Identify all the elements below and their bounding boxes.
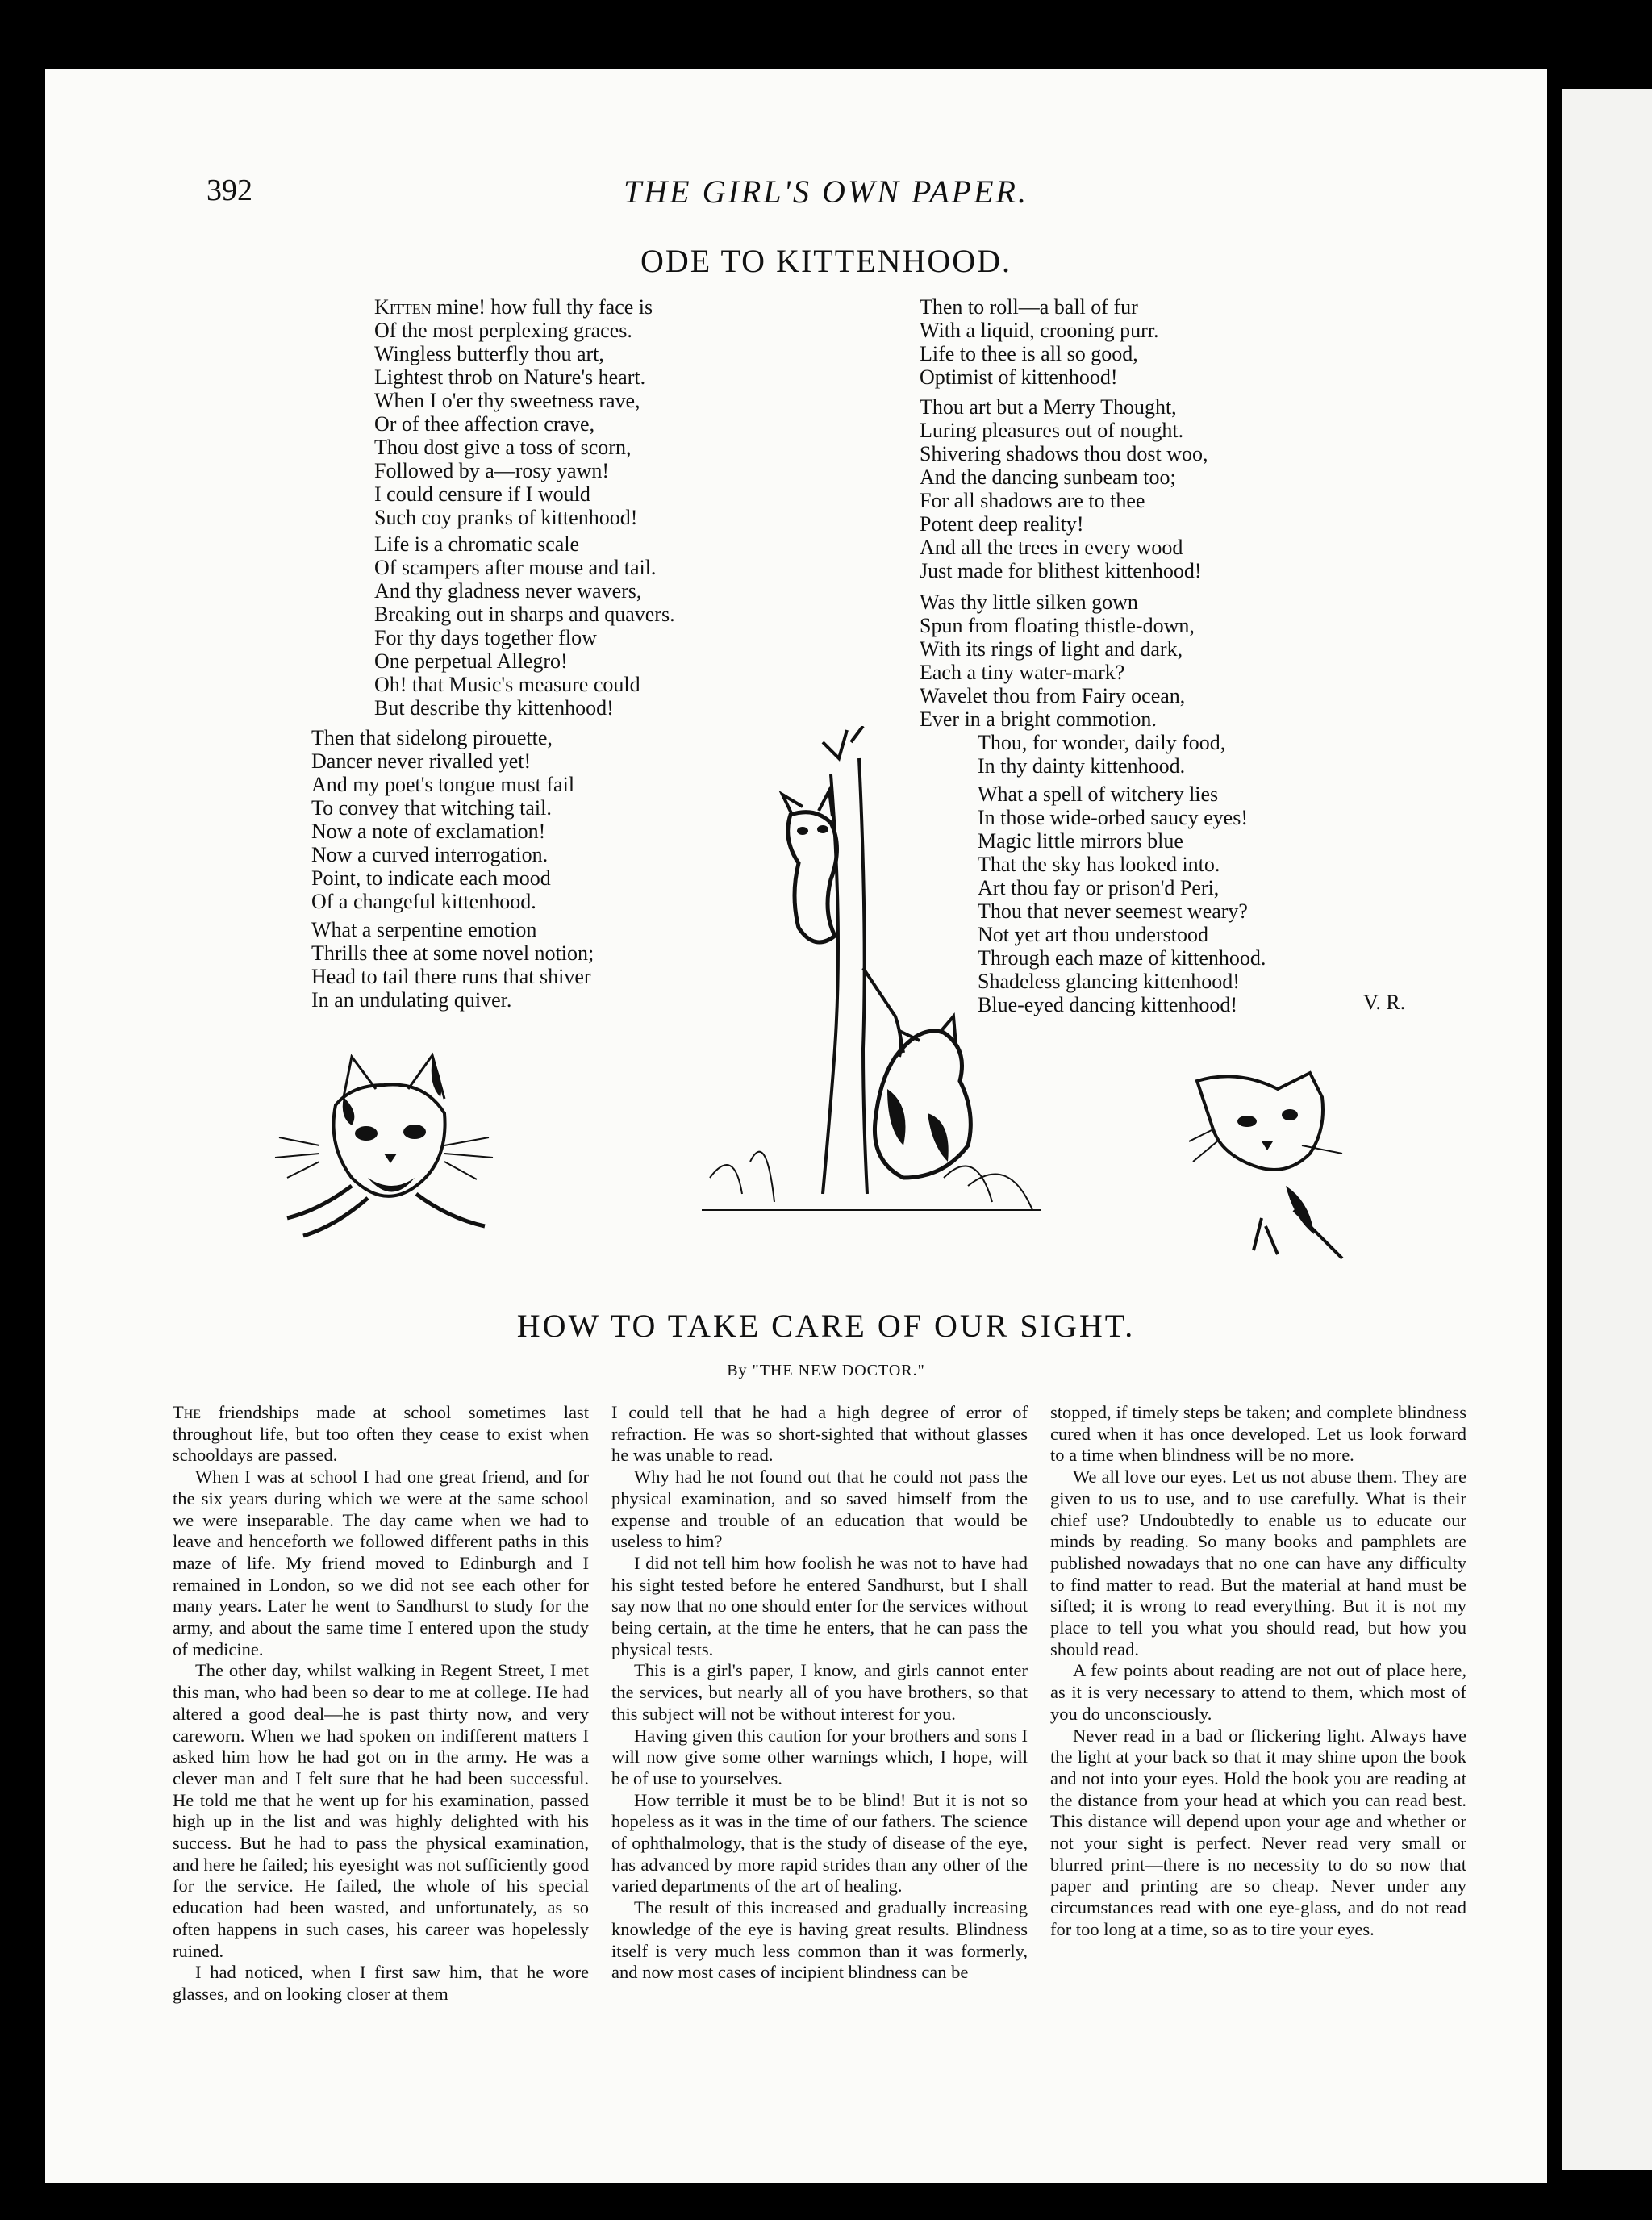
poem-line: In an undulating quiver. — [311, 988, 512, 1012]
poem-line: Through each maze of kittenhood. — [978, 946, 1266, 970]
poem-line: Wingless butterfly thou art, — [374, 342, 604, 365]
stanza-lines — [374, 532, 675, 720]
poem-line: Spun from floating thistle-down, — [920, 614, 1195, 637]
paragraph: This is a girl's paper, I know, and girls cannot enter the services, but nearly all of you have brothers, so that this subject will not be without interest for you. — [611, 1660, 1028, 1724]
article-byline: By "THE NEW DOCTOR." — [727, 1362, 925, 1379]
article-title: HOW TO TAKE CARE OF OUR SIGHT. — [516, 1308, 1136, 1344]
kittens-climbing-post-illustration — [702, 726, 1041, 1226]
stanza-lines — [311, 726, 574, 913]
stanza-lines — [920, 295, 1158, 389]
poem-line: Shivering shadows thou dost woo, — [920, 442, 1208, 465]
paragraph: Never read in a bad or flickering light. Always have the light at your back so that it may shine upon the book and not into your eyes. Hold the book you are reading at the distance from your head at which you can read best. This distance will depend upon your age and whether or not your sight is perfect. Never read very small or blurred print—there is no necessity to do so now that paper and printing are so cheap. Never under any circumstances read with one eye-glass, and do not read for too long at a time, so as to tire your eyes. — [1050, 1725, 1466, 1939]
poem-line: Or of thee affection crave, — [374, 412, 595, 436]
poem-line: Thrills thee at some novel notion; — [311, 941, 594, 965]
poem-line: Not yet art thou understood — [978, 923, 1208, 946]
stanza-lines — [374, 319, 653, 529]
poem-line: I could censure if I would — [374, 482, 590, 506]
stanza-lines — [920, 395, 1208, 582]
poem-line: Then to roll—a ball of fur — [920, 295, 1138, 319]
poem-line: Magic little mirrors blue — [978, 829, 1183, 853]
poem-line: Just made for blithest kittenhood! — [920, 559, 1202, 582]
poem-line: For thy days together flow — [374, 626, 597, 649]
poem-line: Now a curved interrogation. — [311, 843, 549, 866]
poem-line: Was thy little silken gown — [920, 590, 1138, 614]
poem-line: And my poet's tongue must fail — [311, 773, 575, 796]
poem-line: With a liquid, crooning purr. — [920, 319, 1159, 342]
poem-line: For all shadows are to thee — [920, 489, 1145, 512]
poem-line: Point, to indicate each mood — [311, 866, 551, 890]
poem-line: Of scampers after mouse and tail. — [374, 556, 657, 579]
poem-line: And thy gladness never wavers, — [374, 579, 642, 603]
facing-page-edge — [1562, 89, 1652, 2170]
poem-line: And all the trees in every wood — [920, 536, 1183, 559]
kitten-head-left-illustration — [271, 1049, 497, 1250]
paragraph-text: friendships made at school sometimes last throughout life, but too often they cease to exist when schooldays are passed. — [173, 1402, 589, 1466]
poem-line: Thou that never seemest weary? — [978, 899, 1248, 923]
paragraph: How terrible it must be to be blind! But it is not so hopeless as it was in the time of our fathers. The science of ophthalmology, that is the study of disease of the eye, has advanced by more rapid strides than any other of the varied departments of the art of healing. — [611, 1789, 1028, 1897]
poem-line: Thou art but a Merry Thought, — [920, 395, 1177, 419]
poem-line: To convey that witching tail. — [311, 796, 552, 820]
poem-line: Followed by a—rosy yawn! — [374, 459, 610, 482]
paragraph: The other day, whilst walking in Regent Street, I met this man, who had been so dear to me at college. He had altered a good deal—he is past thirty now, and very careworn. When we had spoken on indifferent matters I asked him how he had got on in the army. He was a clever man and I felt sure that he had been successful. He told me that he went up for his examination, passed high up in the list and was highly delighted with his success. But he had to pass the physical examination, and here he failed; his eyesight was not sufficiently good for the service. He failed, the whole of his special education had been wasted, and unfortunately, as so often happens in such cases, his career was hopelessly ruined. — [173, 1660, 589, 1961]
poem-line: Now a note of exclamation! — [311, 820, 546, 843]
poem-line: Ever in a bright commotion. — [920, 707, 1157, 731]
paragraph: I had noticed, when I first saw him, that he wore glasses, and on looking closer at them — [173, 1962, 589, 2004]
poem-signature: V. R. — [1363, 991, 1406, 1014]
poem-line: Life to thee is all so good, — [920, 342, 1138, 365]
poem-line: Luring pleasures out of nought. — [920, 419, 1184, 442]
poem-line: Shadeless glancing kittenhood! — [978, 970, 1240, 993]
poem-stanza-4 — [311, 918, 594, 1012]
poem-line: With its rings of light and dark, — [920, 637, 1183, 661]
poem-line: One perpetual Allegro! — [374, 649, 568, 673]
poem-line: Blue-eyed dancing kittenhood! — [978, 993, 1238, 1016]
poem-stanza-3 — [311, 726, 574, 913]
paragraph: I could tell that he had a high degree of error of refraction. He was so short-sighted that without glasses he was unable to read. — [611, 1402, 1028, 1466]
poem-line: Oh! that Music's measure could — [374, 673, 640, 696]
article-column-1 — [173, 1402, 589, 2005]
page-header — [0, 173, 1652, 221]
poem-line: In those wide-orbed saucy eyes! — [978, 806, 1248, 829]
poem-line: Wavelet thou from Fairy ocean, — [920, 684, 1186, 707]
journal-title: THE GIRL'S OWN PAPER. — [624, 173, 1028, 210]
paragraph: Having given this caution for your brothers and sons I will now give some other warnings which, I hope, will be of use to yourselves. — [611, 1725, 1028, 1788]
poem-line: Dancer never rivalled yet! — [311, 749, 532, 773]
poem-line: Lightest throb on Nature's heart. — [374, 365, 646, 389]
poem-line: Of a changeful kittenhood. — [311, 890, 536, 913]
poem-first-line-rest: mine! how full thy face is — [431, 295, 653, 319]
poem-line: But describe thy kittenhood! — [374, 696, 614, 720]
article-column-3 — [1050, 1402, 1466, 1941]
stanza-lines — [311, 918, 594, 1012]
paragraph — [173, 1402, 589, 1467]
kitten-head-right-illustration — [1189, 1065, 1350, 1266]
poem-line: Optimist of kittenhood! — [920, 365, 1118, 389]
poem-line: That the sky has looked into. — [978, 853, 1220, 876]
poem-line: When I o'er thy sweetness rave, — [374, 389, 640, 412]
poem-line: Life is a chromatic scale — [374, 532, 580, 556]
poem-line: Head to tail there runs that shiver — [311, 965, 591, 988]
page-number: 392 — [206, 173, 252, 207]
article-column-2 — [611, 1402, 1028, 1984]
paragraph: I did not tell him how foolish he was not to have had his sight tested before he entered Sandhurst, but I shall say now that no one should enter for the services without being certain, at the time he enters, that he can pass the physical tests. — [611, 1552, 1028, 1659]
paragraph: When I was at school I had one great friend, and for the six years during which we were at the same school we were inseparable. The day came when we had to leave and henceforth we followed different paths in this maze of life. My friend moved to Edinburgh and I remained in London, so we did not see each other for many years. Later he went to Sandhurst to study for the army, and about the same time I entered upon the study of medicine. — [173, 1467, 589, 1659]
poem-line: Of the most perplexing graces. — [374, 319, 632, 342]
poem-line: Each a tiny water-mark? — [920, 661, 1125, 684]
paragraph: We all love our eyes. Let us not abuse them. They are given to us to use, and to use carefully. What is their chief use? Undoubtedly to enable us to educate our minds by reading. So many books and pamphlets are published nowadays that no one can have any difficulty to find matter to read. But the material at hand must be sifted; it is wrong to read everything. But it is not my place to tell you what you should read, but how you should read. — [1050, 1467, 1466, 1659]
poem-line — [374, 295, 653, 319]
paragraph: stopped, if timely steps be taken; and complete blindness cured when it has once developed. Let us look forward to a time when blindness will be no more. — [1050, 1402, 1466, 1466]
poem-line: Such coy pranks of kittenhood! — [374, 506, 638, 529]
paragraph: Why had he not found out that he could not pass the physical examination, and so saved himself from the expense and trouble of an education that would be useless to him? — [611, 1467, 1028, 1552]
poem-initial-word: Kitten — [374, 295, 432, 319]
stanza-lines — [920, 590, 1225, 731]
poem-line: In thy dainty kittenhood. — [978, 754, 1186, 778]
poem-line: Potent deep reality! — [920, 512, 1084, 536]
poem-title: ODE TO KITTENHOOD. — [640, 243, 1012, 279]
poem-line: And the dancing sunbeam too; — [920, 465, 1176, 489]
poem-line: What a spell of witchery lies — [978, 782, 1219, 806]
poem-stanza-2 — [374, 532, 675, 720]
poem-stanza-5 — [920, 295, 1158, 389]
poem-line: Breaking out in sharps and quavers. — [374, 603, 675, 626]
paragraph: A few points about reading are not out of place here, as it is very necessary to attend to them, which most of you do unconsciously. — [1050, 1660, 1466, 1724]
poem-line: Art thou fay or prison'd Peri, — [978, 876, 1220, 899]
poem-line: What a serpentine emotion — [311, 918, 537, 941]
poem-line: Thou, for wonder, daily food, — [978, 731, 1226, 754]
poem-stanza-6 — [920, 395, 1208, 582]
poem-line: Then that sidelong pirouette, — [311, 726, 553, 749]
paragraph: The result of this increased and gradually increasing knowledge of the eye is having great results. Blindness itself is very much less common than it was formerly, and now most cases of incipient blindness can be — [611, 1897, 1028, 1983]
poem-line: Thou dost give a toss of scorn, — [374, 436, 632, 459]
initial-word: The — [173, 1402, 202, 1422]
poem-stanza-1 — [374, 295, 653, 529]
